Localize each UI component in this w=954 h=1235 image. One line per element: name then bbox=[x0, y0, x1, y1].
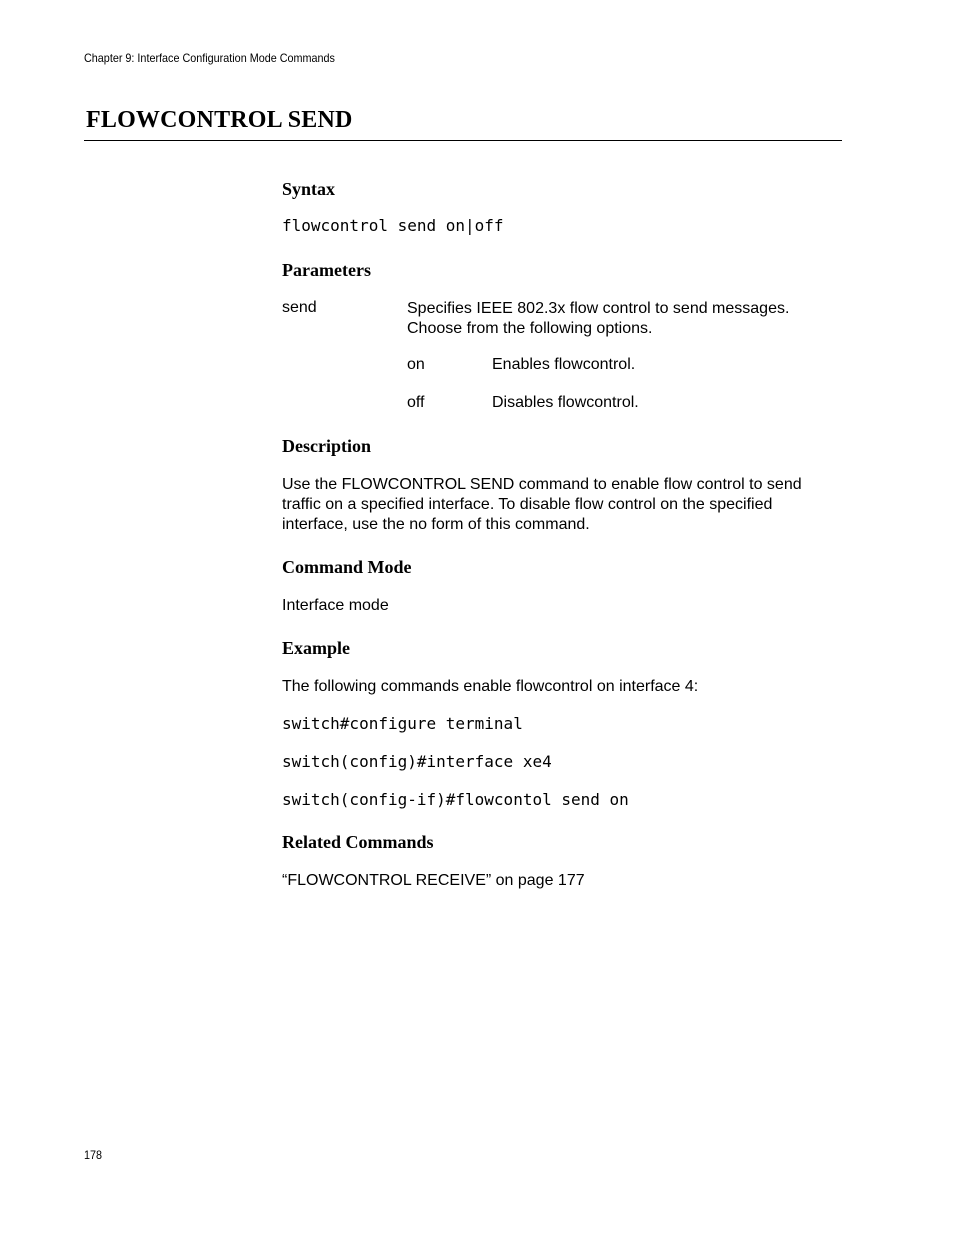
syntax-heading: Syntax bbox=[282, 179, 336, 199]
description-heading: Description bbox=[282, 436, 371, 456]
parameter-name: send bbox=[282, 299, 317, 316]
example-heading: Example bbox=[282, 638, 351, 658]
example-intro: The following commands enable flowcontrol on interface 4: bbox=[282, 678, 699, 695]
parameters-heading: Parameters bbox=[282, 260, 371, 280]
example-code-line: switch(config)#interface xe4 bbox=[282, 752, 552, 771]
option-off-name: off bbox=[407, 394, 425, 411]
option-on-description: Enables flowcontrol. bbox=[492, 356, 636, 373]
page-number: 178 bbox=[84, 1148, 103, 1162]
related-commands-heading: Related Commands bbox=[282, 832, 434, 852]
option-off-description: Disables flowcontrol. bbox=[492, 394, 639, 411]
description-text: Use the FLOWCONTROL SEND command to enable flow control to send traffic on a specified interface. To disable flow control on the specified interface, use the no form of this command. bbox=[282, 476, 802, 533]
parameter-description: Specifies IEEE 802.3x flow control to send messages. Choose from the following options. bbox=[407, 300, 790, 337]
option-on-name: on bbox=[407, 356, 425, 373]
running-header: Chapter 9: Interface Configuration Mode Commands bbox=[84, 51, 335, 65]
page-title: FLOWCONTROL SEND bbox=[86, 107, 353, 133]
related-command-link[interactable]: “FLOWCONTROL RECEIVE” on page 177 bbox=[282, 872, 585, 889]
example-code-line: switch#configure terminal bbox=[282, 714, 523, 733]
syntax-code: flowcontrol send on|off bbox=[282, 216, 504, 235]
command-mode-heading: Command Mode bbox=[282, 557, 412, 577]
example-code-line: switch(config-if)#flowcontol send on bbox=[282, 790, 629, 809]
command-mode-text: Interface mode bbox=[282, 597, 389, 614]
title-rule bbox=[84, 140, 842, 141]
